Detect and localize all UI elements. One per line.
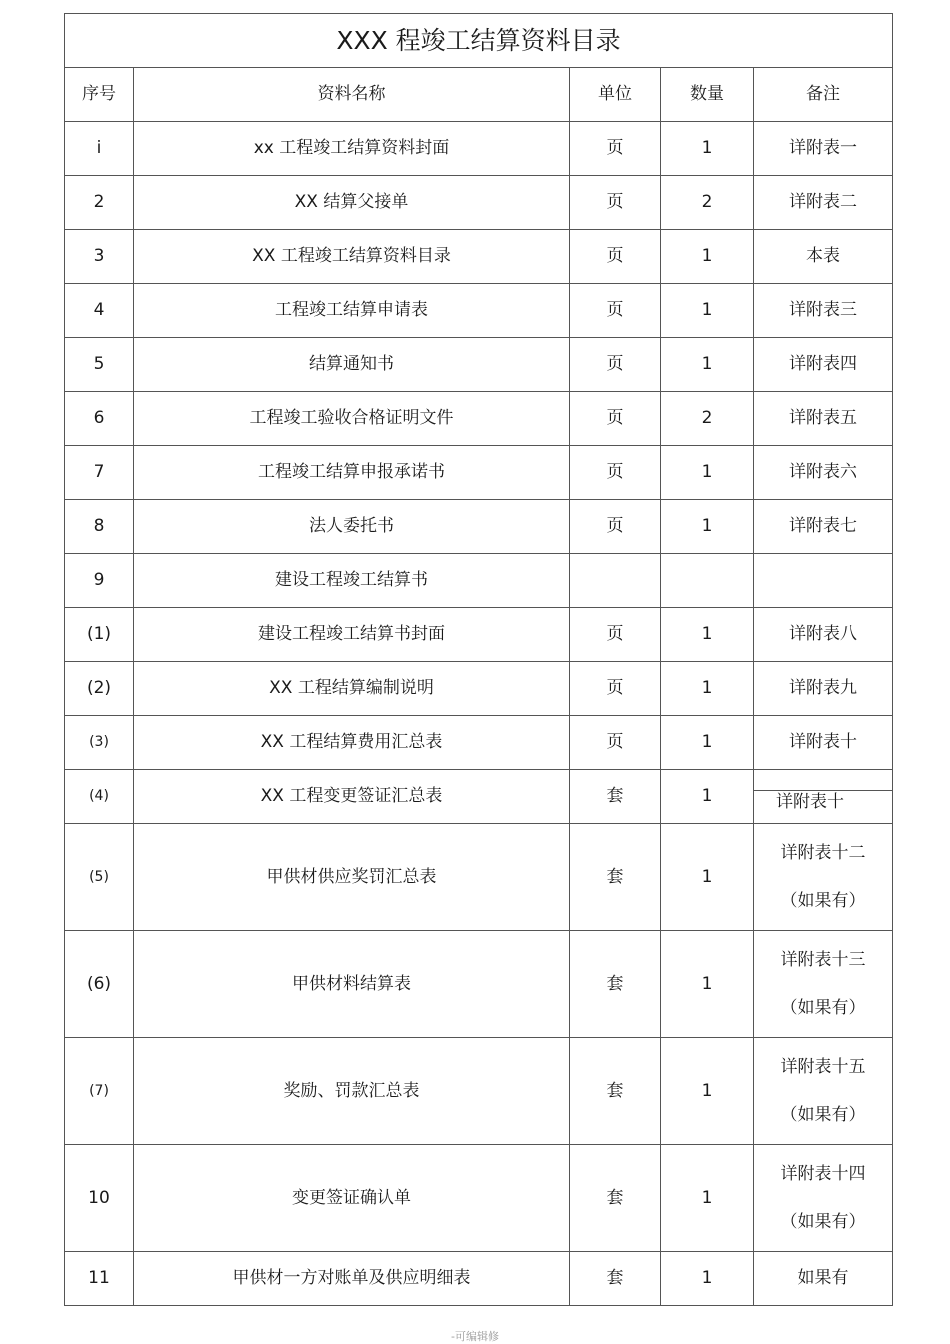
row-qty: 1: [661, 770, 754, 824]
row-seq: 2: [65, 176, 134, 230]
header-name: 资料名称: [134, 68, 570, 122]
row-qty: 1: [661, 230, 754, 284]
table-row: [65, 230, 893, 284]
row-seq: 7: [65, 446, 134, 500]
row-remark-line: 详附表十三: [780, 949, 866, 970]
row-remark: 本表: [754, 230, 893, 284]
row-remark-line: 详附表十四: [780, 1163, 866, 1184]
row-qty: 2: [661, 392, 754, 446]
row-name: 工程竣工验收合格证明文件: [134, 392, 570, 446]
row-seq: (4): [65, 770, 134, 824]
table-row: [65, 554, 893, 608]
table-row: [65, 1145, 893, 1252]
row-qty: 2: [661, 176, 754, 230]
header-seq: 序号: [65, 68, 134, 122]
row-seq: 5: [65, 338, 134, 392]
row-remark: 详附表二: [754, 176, 893, 230]
row-name: XX 工程结算编制说明: [134, 662, 570, 716]
table-row: [65, 824, 893, 931]
row-remark: 如果有: [754, 1252, 893, 1306]
row-qty: [661, 554, 754, 608]
row-name: XX 结算父接单: [134, 176, 570, 230]
row-remark-note: （如果有）: [780, 891, 866, 911]
row-remark: [754, 770, 893, 824]
row-unit: 套: [570, 1145, 661, 1252]
row-name: 建设工程竣工结算书封面: [134, 608, 570, 662]
row-qty: 1: [661, 1038, 754, 1145]
row-seq: (5): [65, 824, 134, 931]
row-remark: 详附表六: [754, 446, 893, 500]
row-remark: [754, 931, 893, 1038]
row-remark: [754, 554, 893, 608]
row-name: XX 工程结算费用汇总表: [134, 716, 570, 770]
row-seq: (1): [65, 608, 134, 662]
row-seq: (6): [65, 931, 134, 1038]
row-remark: 详附表一: [754, 122, 893, 176]
row-name: 建设工程竣工结算书: [134, 554, 570, 608]
row-unit: 页: [570, 122, 661, 176]
row-remark-note: （如果有）: [780, 1212, 866, 1232]
row-name: xx 工程竣工结算资料封面: [134, 122, 570, 176]
settlement-directory-table: [64, 13, 893, 1306]
row-remark: [754, 824, 893, 931]
table-row: [65, 662, 893, 716]
table-row: [65, 770, 893, 824]
row-name: XX 工程竣工结算资料目录: [134, 230, 570, 284]
row-name: XX 工程变更签证汇总表: [134, 770, 570, 824]
row-remark-note: （如果有）: [780, 1105, 866, 1125]
row-name: 奖励、罚款汇总表: [134, 1038, 570, 1145]
header-unit: 单位: [570, 68, 661, 122]
row-qty: 1: [661, 662, 754, 716]
row-qty: 1: [661, 338, 754, 392]
header-row: [65, 68, 893, 122]
row-name: 法人委托书: [134, 500, 570, 554]
row-qty: 1: [661, 284, 754, 338]
row-unit: 页: [570, 662, 661, 716]
row-unit: 页: [570, 230, 661, 284]
table-row: [65, 931, 893, 1038]
row-name: 结算通知书: [134, 338, 570, 392]
table-row: [65, 608, 893, 662]
table-row: [65, 392, 893, 446]
document-title: XXX 程竣工结算资料目录: [65, 14, 893, 68]
row-unit: 页: [570, 446, 661, 500]
table-row: [65, 284, 893, 338]
row-qty: 1: [661, 500, 754, 554]
row-seq: (3): [65, 716, 134, 770]
cell-divider: [754, 790, 892, 791]
row-unit: 页: [570, 392, 661, 446]
row-qty: 1: [661, 122, 754, 176]
table-row: [65, 1038, 893, 1145]
row-unit: 套: [570, 824, 661, 931]
row-unit: [570, 554, 661, 608]
row-remark-line: 详附表十五: [780, 1056, 866, 1077]
row-name: 甲供材一方对账单及供应明细表: [134, 1252, 570, 1306]
row-seq: 9: [65, 554, 134, 608]
row-name: 工程竣工结算申请表: [134, 284, 570, 338]
row-qty: 1: [661, 931, 754, 1038]
table-row: [65, 176, 893, 230]
row-unit: 套: [570, 1252, 661, 1306]
row-unit: 页: [570, 716, 661, 770]
row-unit: 页: [570, 608, 661, 662]
row-remark: 详附表八: [754, 608, 893, 662]
row-seq: 11: [65, 1252, 134, 1306]
row-unit: 页: [570, 176, 661, 230]
row-unit: 页: [570, 338, 661, 392]
footer-note: -可编辑修: [451, 1330, 499, 1343]
row-name: 甲供材供应奖罚汇总表: [134, 824, 570, 931]
row-name: 工程竣工结算申报承诺书: [134, 446, 570, 500]
row-qty: 1: [661, 446, 754, 500]
table-row: [65, 1252, 893, 1306]
row-remark: 详附表四: [754, 338, 893, 392]
row-seq: 6: [65, 392, 134, 446]
row-qty: 1: [661, 1252, 754, 1306]
table-row: [65, 716, 893, 770]
row-remark: [754, 1145, 893, 1252]
row-seq: 8: [65, 500, 134, 554]
row-qty: 1: [661, 1145, 754, 1252]
table-row: [65, 446, 893, 500]
row-seq: 4: [65, 284, 134, 338]
row-remark: 详附表七: [754, 500, 893, 554]
row-name: 甲供材料结算表: [134, 931, 570, 1038]
table-row: [65, 338, 893, 392]
row-remark-text: 详附表十: [776, 792, 844, 812]
header-qty: 数量: [661, 68, 754, 122]
row-remark: 详附表十: [754, 716, 893, 770]
row-name: 变更签证确认单: [134, 1145, 570, 1252]
row-seq: (7): [65, 1038, 134, 1145]
row-qty: 1: [661, 824, 754, 931]
row-seq: i: [65, 122, 134, 176]
row-unit: 页: [570, 500, 661, 554]
row-seq: 10: [65, 1145, 134, 1252]
header-remark: 备注: [754, 68, 893, 122]
table-row: [65, 122, 893, 176]
row-qty: 1: [661, 608, 754, 662]
row-unit: 套: [570, 931, 661, 1038]
row-remark: [754, 1038, 893, 1145]
row-remark: 详附表五: [754, 392, 893, 446]
row-seq: 3: [65, 230, 134, 284]
row-remark: 详附表九: [754, 662, 893, 716]
row-unit: 页: [570, 284, 661, 338]
row-qty: 1: [661, 716, 754, 770]
row-seq: (2): [65, 662, 134, 716]
table-row: [65, 500, 893, 554]
row-remark-line: 详附表十二: [780, 842, 866, 863]
row-unit: 套: [570, 1038, 661, 1145]
row-remark: 详附表三: [754, 284, 893, 338]
row-unit: 套: [570, 770, 661, 824]
row-remark-note: （如果有）: [780, 998, 866, 1018]
